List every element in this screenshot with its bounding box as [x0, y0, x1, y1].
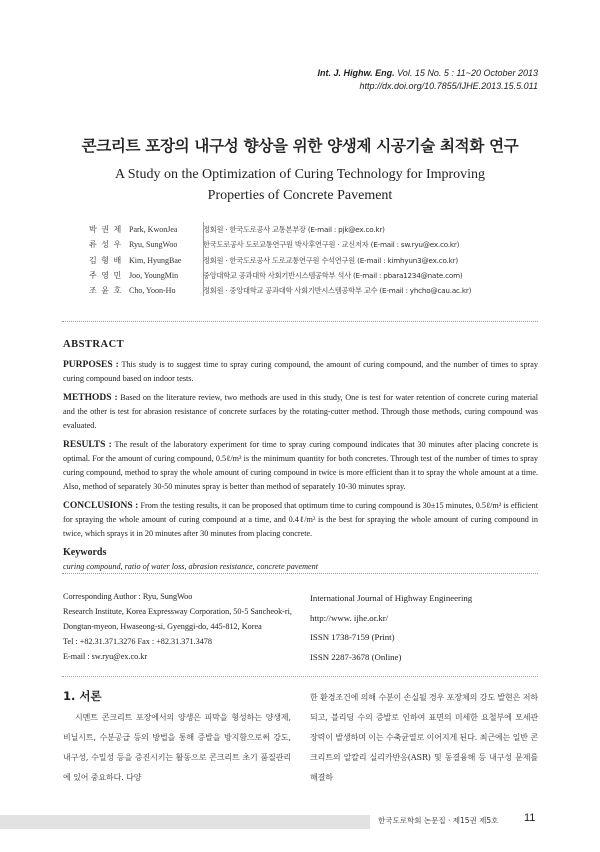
- results-paragraph: [63, 438, 538, 494]
- author-name-ko: 조 윤 호: [89, 286, 123, 296]
- journal-name: International Journal of Highway Engineering: [310, 593, 473, 603]
- results-label: RESULTS :: [63, 440, 112, 450]
- body-column-left: 시멘트 콘크리트 포장에서의 양생은 피막을 형성하는 양생제, 비닐시트, 수분공급 등의 방법을 통해 증발을 방지함으로써 강도, 내구성, 수밀성 등을 증진시키는 활동으로 콘크리트 초기 품질관리에 있어 중요하다. 다양: [63, 713, 291, 782]
- section-title: 1. 서론: [63, 689, 102, 703]
- author-name-en: Ryu, SungWoo: [129, 240, 178, 250]
- page-footer: [0, 811, 600, 833]
- methods-paragraph: [63, 391, 538, 433]
- author-name-en: Park, KwonJea: [129, 225, 178, 234]
- author-affiliation: 정회원 · 한국도로공사 교통본부장 (E-mail : pjk@ex.co.kr): [203, 225, 385, 234]
- author-name-en: Kim, HyungBae: [129, 255, 182, 265]
- corresponding-author-block: [63, 589, 292, 664]
- author-row: [89, 253, 471, 268]
- author-name-ko: 박 권 제: [89, 225, 123, 234]
- abstract-section: [63, 338, 538, 574]
- journal-url[interactable]: http://www. ijhe.or.kr/: [310, 612, 389, 623]
- corresponding-email[interactable]: E-mail : sw.ryu@ex.co.kr: [63, 652, 148, 661]
- author-affiliation: 한국도로공사 도로교통연구원 박사후연구원 · 교신저자 (E-mail : sw.ryu@ex.co.kr): [203, 240, 460, 250]
- author-row: [89, 237, 471, 252]
- title-korean: 콘크리트 포장의 내구성 향상을 위한 양생제 시공기술 최적화 연구: [81, 137, 519, 155]
- corresponding-line: Research Institute, Korea Expressway Corporation, 50-5 Sancheok-ri,: [63, 607, 292, 616]
- author-name-ko: 주 영 민: [89, 270, 123, 280]
- methods-label: METHODS :: [63, 393, 118, 403]
- issn-online: ISSN 2287-3678 (Online): [310, 651, 402, 662]
- journal-volume: Vol. 15 No. 5 : 11~20 October 2013: [394, 68, 538, 78]
- divider-bottom: [62, 676, 538, 677]
- author-name-ko: 류 성 우: [89, 240, 123, 250]
- journal-header: [317, 67, 538, 93]
- author-list: [89, 222, 471, 298]
- page-number: 11: [524, 812, 536, 824]
- author-name-en: Cho, Yoon-Ho: [129, 286, 176, 296]
- footer-journal: 한국도로학회 논문집 · 제15권 제5호: [378, 816, 499, 825]
- doi-link[interactable]: http://dx.doi.org/10.7855/IJHE.2013.15.5.011: [359, 81, 538, 91]
- corresponding-line: Tel : +82.31.371.3276 Fax : +82.31.371.3478: [63, 637, 212, 646]
- body-column-right: 한 환경조건에 의해 수분이 손실될 경우 포장체의 강도 발현은 저하되고, 블리딩 수의 증발로 인하여 표면의 미세한 요철부에 모세관 장력이 발생하며 이는 수축균열로 이어지게 된다. 최근에는 일반 콘크리트의 알칼리 실리카반응(ASR) 및 동결융해 등 내구성 문제를 해결하: [310, 693, 538, 782]
- author-affiliation: 정회원 · 한국도로공사 도로교통연구원 수석연구원 (E-mail : kimhyun3@ex.co.kr): [203, 255, 458, 265]
- issn-print: ISSN 1738-7159 (Print): [310, 632, 395, 642]
- journal-info-block: [310, 589, 472, 667]
- author-row: [89, 283, 471, 298]
- divider-top: [62, 321, 538, 322]
- results-text: The result of the laboratory experiment for time to spray curing compound indicates that 30 minutes after placing concrete is optimal. For the amount of curing compound, 0.5ℓ/m² is the minimum quantity for both concretes. Through test of the number of times to spray curing compound, method to spray the whole amount of curing compound in twice is more efficient than it to spray the whole amount at a time. Also, method of separately 30-50 minutes spray is better than method of separately 10-30 minutes spray.: [63, 440, 538, 491]
- purposes-text: This study is to suggest time to spray curing compound, the amount of curing compound, and the number of times to spray curing compound based on indoor tests.: [63, 360, 538, 383]
- purposes-label: PURPOSES :: [63, 360, 119, 370]
- conclusions-text: From the testing results, it can be proposed that optimum time to curing compound is 30±15 minutes, 0.5ℓ/m² is efficient for spraying the whole amount of curing compound at a time, and 0.4ℓ/m² is the best for spraying the whole amount of curing compound in twice, which sprays it in 20 minutes after 30 minutes from placing concrete.: [63, 501, 538, 538]
- footer-bar: [0, 815, 370, 829]
- title-english: A Study on the Optimization of Curing Technology for Improving Properties of Concrete Pavement: [114, 167, 486, 203]
- conclusions-label: CONCLUSIONS :: [63, 501, 139, 511]
- author-row: [89, 268, 471, 283]
- corresponding-line: Dongtan-myeon, Hwaseong-si, Gyenggi-do, 445-812, Korea: [63, 622, 262, 631]
- purposes-paragraph: [63, 358, 538, 386]
- author-affiliation: 정회원 · 중앙대학교 공과대학 사회기반시스템공학부 교수 (E-mail : yhcho@cau.ac.kr): [203, 286, 472, 296]
- keywords-text: curing compound, ratio of water loss, abrasion resistance, concrete pavement: [63, 562, 318, 571]
- abstract-heading: ABSTRACT: [63, 339, 125, 350]
- keywords-heading: Keywords: [63, 547, 107, 558]
- divider-middle: [62, 573, 538, 574]
- author-name-en: Joo, YoungMin: [129, 270, 179, 280]
- journal-abbrev: Int. J. Highw. Eng.: [317, 68, 395, 78]
- author-name-ko: 김 형 배: [89, 255, 123, 265]
- methods-text: Based on the literature review, two methods are used in this study, One is test for water retention of concrete curing material and the other is test for abrasion resistance of concrete surfaces by the rotating-cutter method. Through those methods, curing compound was evaluated.: [63, 393, 539, 430]
- conclusions-paragraph: [63, 499, 538, 541]
- author-affiliation: 중앙대학교 공과대학 사회기반시스템공학부 석사 (E-mail : pbara1234@nate.com): [203, 270, 463, 280]
- corresponding-line: Corresponding Author : Ryu, SungWoo: [63, 592, 193, 601]
- author-row: [89, 222, 471, 237]
